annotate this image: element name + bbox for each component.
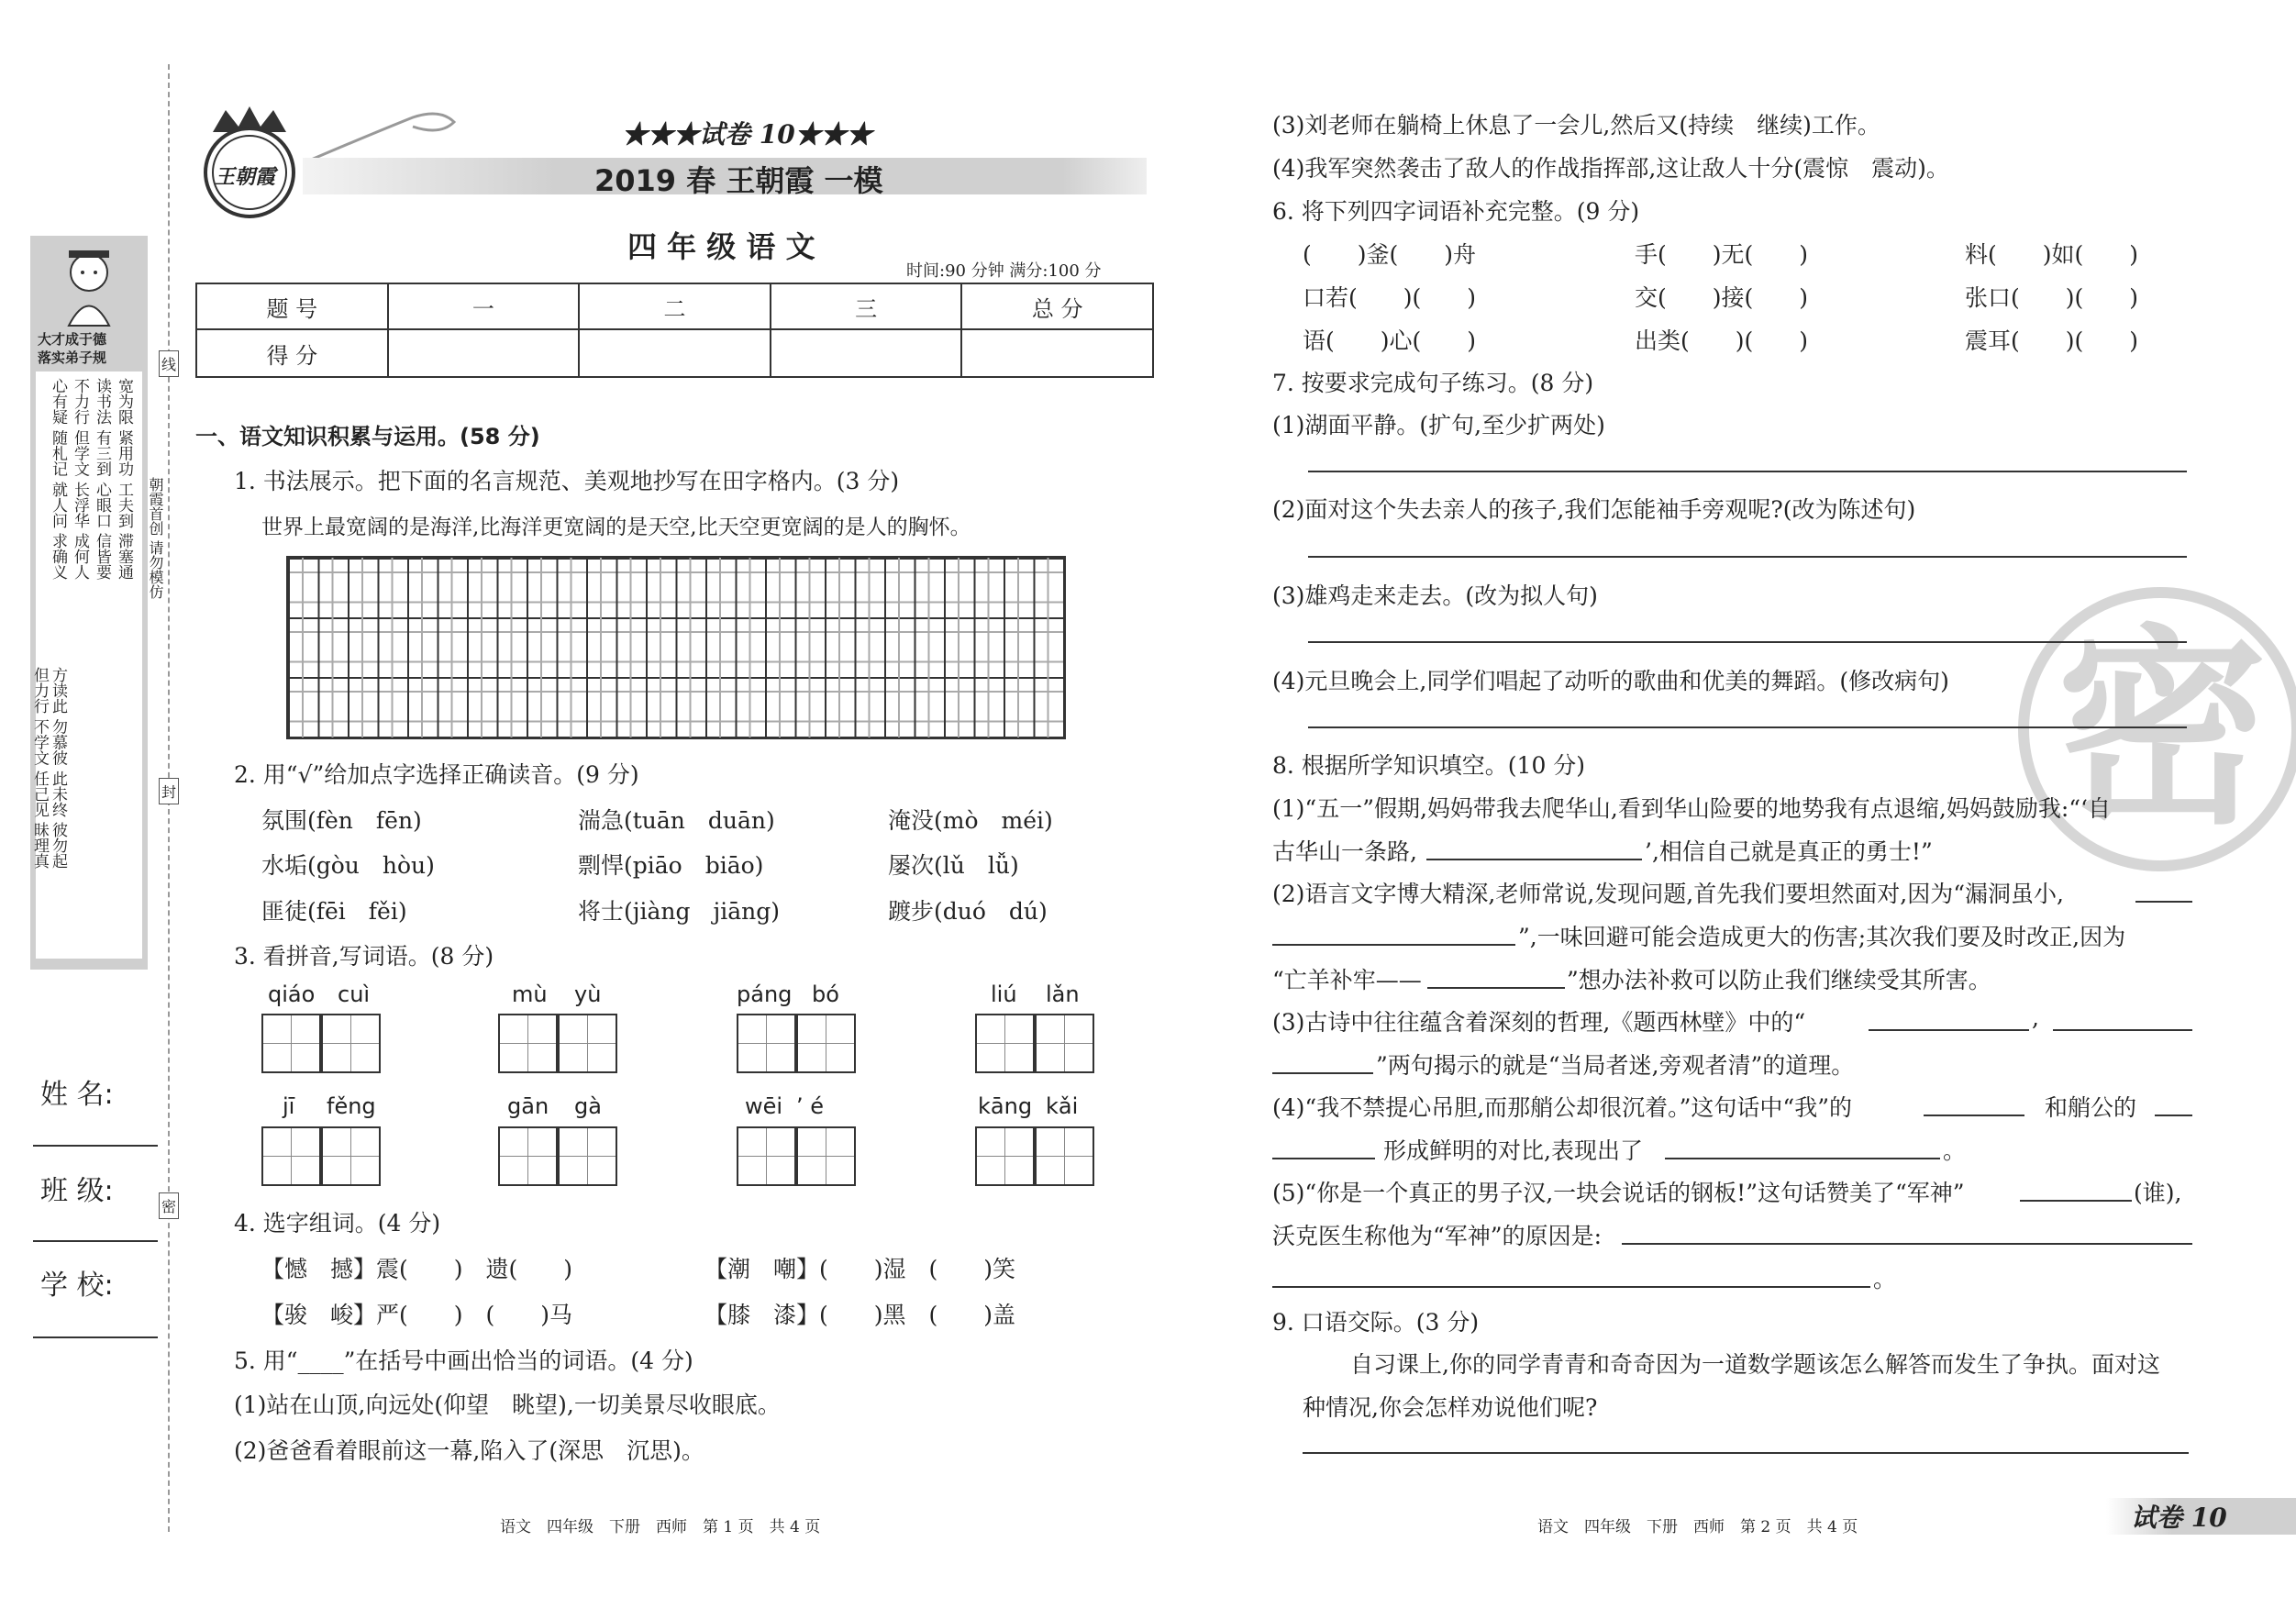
q6-item[interactable]: 口若( )( )	[1303, 284, 1477, 311]
tianzi-box[interactable]	[261, 1014, 321, 1073]
q8-4-blank-d[interactable]	[1665, 1158, 1940, 1159]
q6-item[interactable]: 料( )如( )	[1965, 241, 2139, 268]
tianzi-box[interactable]	[975, 1014, 1035, 1073]
q6-item[interactable]: 出类( )( )	[1635, 327, 1809, 354]
tianzi-box[interactable]	[1035, 1126, 1094, 1186]
q7-prompt: 7. 按要求完成句子练习。(8 分)	[1272, 370, 1594, 396]
score-table	[195, 283, 1154, 378]
cut-mark-3: 密	[159, 1192, 179, 1219]
q8-3-text: (3)古诗中往往蕴含着深刻的哲理,《题西林壁》中的“	[1272, 1009, 1806, 1036]
corner-paper-tag-text: 试卷 10	[2131, 1503, 2227, 1533]
vertical-notice: 朝霞首创 请勿模仿	[147, 477, 164, 600]
score-header: 一	[388, 283, 580, 329]
q8-5-mid: (谁),	[2134, 1180, 2182, 1206]
q2-item[interactable]: 淹没(mò méi)	[888, 807, 1053, 834]
tianzi-box[interactable]	[558, 1126, 617, 1186]
q4-item[interactable]: 【膝 漆】( )黑 ( )盖	[704, 1302, 1016, 1328]
tianzi-box[interactable]	[975, 1126, 1035, 1186]
q8-5-text: (5)“你是一个真正的男子汉,一块会说话的钢板!”这句话赞美了“军神”	[1272, 1180, 1965, 1206]
q2-item[interactable]: 屡次(lǔ lǚ)	[888, 852, 1019, 879]
q8-5-end: 。	[1873, 1266, 1897, 1292]
tianzi-box[interactable]	[498, 1014, 558, 1073]
q8-1-lead: 古华山一条路,	[1272, 838, 1417, 865]
q8-2-blank-a[interactable]	[2135, 901, 2192, 903]
score-header: 总 分	[961, 283, 1153, 329]
pinyin: kāng	[978, 1093, 1033, 1119]
q8-4-blank-b[interactable]	[2155, 1115, 2192, 1116]
q2-item[interactable]: 湍急(tuān duān)	[578, 807, 775, 834]
motto-panel	[30, 236, 148, 970]
name-label: 姓 名:	[40, 1079, 114, 1111]
q8-1-text: (1)“五一”假期,妈妈带我去爬华山,看到华山险要的地势我有点退缩,妈妈鼓励我:“‘自	[1272, 795, 2111, 822]
tianzi-box[interactable]	[261, 1126, 321, 1186]
score-header: 题 号	[196, 283, 388, 329]
q4-item[interactable]: 【潮 嘲】( )湿 ( )笑	[704, 1256, 1016, 1282]
class-label: 班 级:	[40, 1175, 114, 1207]
q8-4-text: (4)“我不禁提心吊胆,而那艄公却很沉着。”这句话中“我”的	[1272, 1094, 1852, 1121]
score-row-label: 得 分	[196, 329, 388, 377]
q8-4-blank-c[interactable]	[1272, 1158, 1375, 1159]
q5-item-1[interactable]: (1)站在山顶,向远处(仰望 眺望),一切美景尽收眼底。	[234, 1392, 781, 1418]
school-field[interactable]	[33, 1336, 158, 1338]
q6-item[interactable]: 震耳( )( )	[1965, 327, 2139, 354]
q9-text-2: 种情况,你会怎样劝说他们呢?	[1303, 1394, 1598, 1421]
tianzi-box[interactable]	[796, 1014, 856, 1073]
q9-prompt: 9. 口语交际。(3 分)	[1272, 1309, 1480, 1336]
q9-text-1: 自习课上,你的同学青青和奇奇因为一道数学题该怎么解答而发生了争执。面对这	[1350, 1351, 2160, 1378]
q1-quote: 世界上最宽阔的是海洋,比海洋更宽阔的是天空,比天空更宽阔的是人的胸怀。	[261, 516, 971, 539]
calligraphy-grid[interactable]	[286, 556, 1066, 739]
q2-item[interactable]: 踱步(duó dú)	[888, 898, 1048, 925]
q8-5-blank-b[interactable]	[1622, 1243, 2192, 1245]
q5-item-3[interactable]: (3)刘老师在躺椅上休息了一会儿,然后又(持续 继续)工作。	[1272, 112, 1880, 139]
pinyin: qiáo	[268, 981, 316, 1007]
pinyin: páng	[737, 981, 793, 1007]
q6-item[interactable]: 交( )接( )	[1635, 284, 1809, 311]
class-field[interactable]	[33, 1240, 158, 1242]
score-cell[interactable]	[961, 329, 1153, 377]
q7-item-1: (1)湖面平静。(扩句,至少扩两处)	[1272, 412, 1605, 438]
q5-prompt: 5. 用“____”在括号中画出恰当的词语。(4 分)	[234, 1347, 693, 1374]
pinyin: fěng	[327, 1093, 376, 1119]
time-info: 时间:90 分钟 满分:100 分	[906, 261, 1102, 281]
q8-4-mid2: 形成鲜明的对比,表现出了	[1383, 1137, 1643, 1164]
q7-answer-line-4[interactable]	[1308, 726, 2187, 728]
q4-item[interactable]: 【憾 撼】震( ) 遗( )	[261, 1256, 573, 1282]
q4-item[interactable]: 【骏 峻】严( ) ( )马	[261, 1302, 573, 1328]
motto-col-6: 但力行 不学文 任己见 昧理真	[30, 667, 49, 870]
q1-prompt: 1. 书法展示。把下面的名言规范、美观地抄写在田字格内。(3 分)	[234, 468, 900, 494]
q7-item-2: (2)面对这个失去亲人的孩子,我们怎能袖手旁观呢?(改为陈述句)	[1272, 496, 1916, 523]
q2-item[interactable]: 氛围(fèn fēn)	[261, 807, 422, 834]
right-page-footer: 语文 四年级 下册 西师 第 2 页 共 4 页	[1537, 1518, 1858, 1536]
pinyin: bó	[812, 981, 839, 1007]
q8-prompt: 8. 根据所学知识填空。(10 分)	[1272, 752, 1586, 779]
q8-5-blank-c[interactable]	[1272, 1286, 1870, 1288]
score-cell[interactable]	[771, 329, 962, 377]
q8-2-blank-b[interactable]	[1272, 944, 1515, 946]
q8-2-lead: “亡羊补牢——	[1272, 967, 1422, 993]
left-page-footer: 语文 四年级 下册 西师 第 1 页 共 4 页	[500, 1518, 821, 1536]
q2-item[interactable]: 水垢(gòu hòu)	[261, 852, 435, 879]
motto-col-5: 方读此 勿慕彼 此未终 彼勿起	[49, 667, 67, 870]
q6-item[interactable]: 语( )心( )	[1303, 327, 1477, 354]
q8-2-blank-c[interactable]	[1427, 987, 1565, 989]
q8-5-lead: 沃克医生称他为“军神”的原因是:	[1272, 1223, 1602, 1249]
school-label: 学 校:	[40, 1270, 114, 1302]
motto-col-3: 不力行 但学文 长浮华 成何人	[71, 378, 89, 581]
subject-title: 四 年 级 语 文	[627, 229, 815, 264]
cut-mark-1: 线	[159, 350, 179, 377]
q8-3-blank-c[interactable]	[1272, 1072, 1373, 1074]
q6-item[interactable]: 手( )无( )	[1635, 241, 1809, 268]
q8-2-text: (2)语言文字博大精深,老师常说,发现问题,首先我们要坦然面对,因为“漏洞虽小,	[1272, 881, 2064, 907]
q6-item[interactable]: ( )釜( )舟	[1303, 241, 1477, 268]
q6-item[interactable]: 张口( )( )	[1965, 284, 2139, 311]
tianzi-box[interactable]	[737, 1126, 796, 1186]
q8-1-tail: ’,相信自己就是真正的勇士!”	[1645, 838, 1933, 865]
secret-stamp	[2018, 587, 2296, 871]
name-field[interactable]	[33, 1145, 158, 1147]
tianzi-box[interactable]	[796, 1126, 856, 1186]
score-header: 三	[771, 283, 962, 329]
motto-col-4: 心有疑 随札记 就人问 求确义	[49, 378, 67, 581]
pinyin: wēi	[745, 1093, 783, 1119]
section-1-heading: 一、语文知识积累与运用。(58 分)	[195, 424, 540, 449]
score-header: 二	[579, 283, 771, 329]
q2-item[interactable]: 匪徒(fēi fěi)	[261, 898, 407, 925]
exam-title: 2019 春 王朝霞 一模	[594, 163, 883, 198]
tianzi-box[interactable]	[737, 1014, 796, 1073]
q2-item[interactable]: 剽悍(piāo biāo)	[578, 852, 764, 879]
pinyin: ’ é	[796, 1093, 825, 1119]
pinyin: lǎn	[1046, 981, 1080, 1007]
tianzi-box[interactable]	[321, 1126, 381, 1186]
q5-item-4[interactable]: (4)我军突然袭击了敌人的作战指挥部,这让敌人十分(震惊 震动)。	[1272, 155, 1949, 182]
pinyin: yù	[574, 981, 602, 1007]
q8-5-blank-a[interactable]	[2020, 1200, 2132, 1202]
q5-item-2[interactable]: (2)爸爸看着眼前这一幕,陷入了(深思 沉思)。	[234, 1437, 704, 1464]
pinyin: gà	[574, 1093, 602, 1119]
pinyin: cuì	[338, 981, 371, 1007]
brand-logo	[194, 103, 305, 220]
motto-head-1: 大才成于德	[38, 331, 107, 348]
q7-item-3: (3)雄鸡走来走去。(改为拟人句)	[1272, 582, 1598, 609]
pinyin: jī	[283, 1093, 295, 1119]
tianzi-box[interactable]	[1035, 1014, 1094, 1073]
q8-1-blank[interactable]	[1426, 859, 1642, 860]
q6-prompt: 6. 将下列四字词语补充完整。(9 分)	[1272, 198, 1640, 225]
q7-answer-line-1[interactable]	[1308, 471, 2187, 472]
q7-answer-line-3[interactable]	[1308, 641, 2187, 643]
q3-prompt: 3. 看拼音,写词语。(8 分)	[234, 943, 494, 970]
q7-item-4: (4)元旦晚会上,同学们唱起了动听的歌曲和优美的舞蹈。(修改病句)	[1272, 668, 1949, 694]
paper-number: ★★★试卷 10★★★	[622, 119, 872, 150]
cut-mark-2: 封	[159, 778, 179, 804]
motto-head-2: 落实弟子规	[38, 349, 107, 366]
score-cell[interactable]	[388, 329, 580, 377]
pinyin: mù	[512, 981, 548, 1007]
motto-col-1: 宽为限 紧用功 工夫到 滞塞通	[115, 378, 133, 581]
q8-3-tail: ”两句揭示的就是“当局者迷,旁观者清”的道理。	[1376, 1052, 1855, 1079]
q8-4-mid: 和艄公的	[2045, 1094, 2137, 1121]
pinyin: liú	[991, 981, 1017, 1007]
q8-3-blank-a[interactable]	[1869, 1029, 2029, 1031]
q2-item[interactable]: 将士(jiàng jiāng)	[578, 898, 781, 925]
q9-answer-line[interactable]	[1303, 1452, 2189, 1454]
tianzi-box[interactable]	[321, 1014, 381, 1073]
q8-4-blank-a[interactable]	[1924, 1115, 2024, 1116]
q8-2-tail: ”想办法补救可以防止我们继续受其所害。	[1567, 967, 1991, 993]
q8-3-comma: ,	[2032, 1004, 2039, 1031]
q7-answer-line-2[interactable]	[1308, 556, 2187, 558]
q8-3-blank-b[interactable]	[2053, 1029, 2192, 1031]
q8-4-end: 。	[1943, 1137, 1967, 1164]
motto-col-2: 读书法 有三到 心眼口 信皆要	[93, 378, 111, 581]
tianzi-box[interactable]	[498, 1126, 558, 1186]
tianzi-box[interactable]	[558, 1014, 617, 1073]
pinyin: gān	[507, 1093, 549, 1119]
q4-prompt: 4. 选字组词。(4 分)	[234, 1210, 441, 1237]
stamp-char: 密	[2057, 608, 2268, 853]
logo-text: 王朝霞	[215, 165, 276, 189]
pinyin: kǎi	[1046, 1093, 1079, 1119]
score-cell[interactable]	[579, 329, 771, 377]
q2-prompt: 2. 用“√”给加点字选择正确读音。(9 分)	[234, 761, 639, 788]
q8-2-mid: ”,一味回避可能会造成更大的伤害;其次我们要及时改正,因为	[1518, 924, 2126, 950]
scholar-figure-icon	[58, 245, 120, 327]
